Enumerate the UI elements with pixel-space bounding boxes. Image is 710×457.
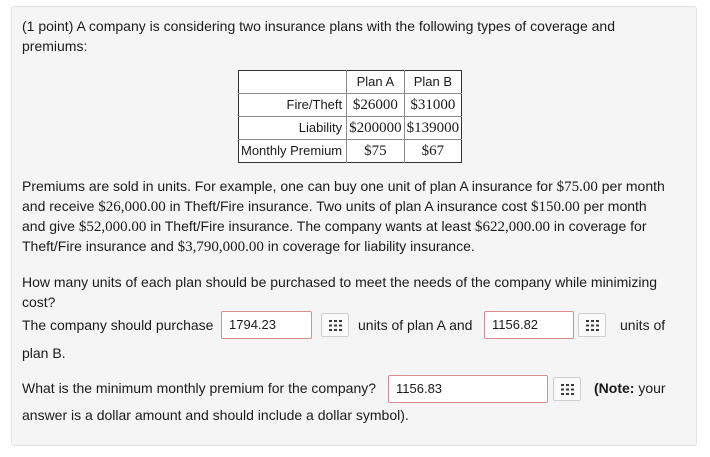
table-row <box>239 140 462 163</box>
table-row <box>239 94 462 117</box>
table-header-row <box>239 71 462 94</box>
value-3790000: $3,790,000.00 <box>177 239 264 255</box>
text: and give <box>22 218 79 234</box>
text: per month <box>579 198 647 214</box>
table-corner-cell <box>239 71 347 94</box>
problem-intro-line2: premiums: <box>22 38 88 54</box>
table-row-label: Monthly Premium <box>239 140 347 163</box>
premium-equation-editor-button[interactable] <box>553 377 581 401</box>
question-line1: How many units of each plan should be purchased to meet the needs of the company while minimizing <box>22 274 658 290</box>
value-52000: $52,000.00 <box>78 219 147 235</box>
plan-a-equation-editor-button[interactable] <box>321 313 349 337</box>
min-premium-question: What is the minimum monthly premium for the company? <box>22 380 377 396</box>
value-26000: $26,000.00 <box>98 199 166 215</box>
grid-icon <box>586 320 599 331</box>
note-text <box>594 378 666 398</box>
problem-paragraph-line <box>22 196 647 217</box>
table-row-label: Liability <box>239 117 347 140</box>
text: per month <box>597 178 665 194</box>
note-label: (Note: <box>594 380 635 396</box>
value-622000: $622,000.00 <box>474 219 550 235</box>
problem-paragraph-line <box>22 216 646 237</box>
problem-intro-line1: (1 point) A company is considering two insurance plans with the following types of coverage and <box>22 18 616 34</box>
plan-b-suffix: plan B. <box>22 345 66 361</box>
table-cell: $139000 <box>404 117 462 140</box>
text: in coverage for liability insurance. <box>263 238 475 254</box>
plan-a-units-input[interactable]: 1794.23 <box>221 311 312 339</box>
value-150: $150.00 <box>531 199 580 215</box>
table-cell: $31000 <box>404 94 462 117</box>
text: Premiums are sold in units. For example, one can buy one unit of plan A insurance for <box>22 178 557 194</box>
note-rest: your <box>634 380 666 396</box>
text: and receive <box>22 198 99 214</box>
units-of-label: units of <box>620 317 666 333</box>
table-header-plan-b: Plan B <box>404 71 462 94</box>
min-premium-input[interactable]: 1156.83 <box>388 375 548 403</box>
table-cell: $75 <box>347 140 405 163</box>
table-cell: $67 <box>404 140 462 163</box>
problem-paragraph-line <box>22 176 665 197</box>
value-75: $75.00 <box>556 179 598 195</box>
table-row <box>239 117 462 140</box>
text: Theft/Fire insurance and <box>22 238 178 254</box>
purchase-prefix: The company should purchase <box>22 317 214 333</box>
table-cell: $200000 <box>347 117 405 140</box>
grid-icon <box>561 384 574 395</box>
text: in Theft/Fire insurance. Two units of plan A insurance cost <box>165 198 532 214</box>
insurance-plans-table <box>238 70 462 163</box>
units-plan-a-label: units of plan A and <box>358 317 473 333</box>
question-line2: cost? <box>22 294 56 310</box>
plan-b-equation-editor-button[interactable] <box>578 313 606 337</box>
plan-b-units-input[interactable]: 1156.82 <box>484 311 574 339</box>
note-line2: answer is a dollar amount and should include a dollar symbol). <box>22 407 409 423</box>
table-header-plan-a: Plan A <box>347 71 405 94</box>
table-cell: $26000 <box>347 94 405 117</box>
problem-paragraph-line <box>22 236 475 257</box>
problem-panel <box>11 6 697 446</box>
text: in Theft/Fire insurance. The company wants at least <box>146 218 475 234</box>
text: in coverage for <box>549 218 647 234</box>
grid-icon <box>329 320 342 331</box>
table-row-label: Fire/Theft <box>239 94 347 117</box>
